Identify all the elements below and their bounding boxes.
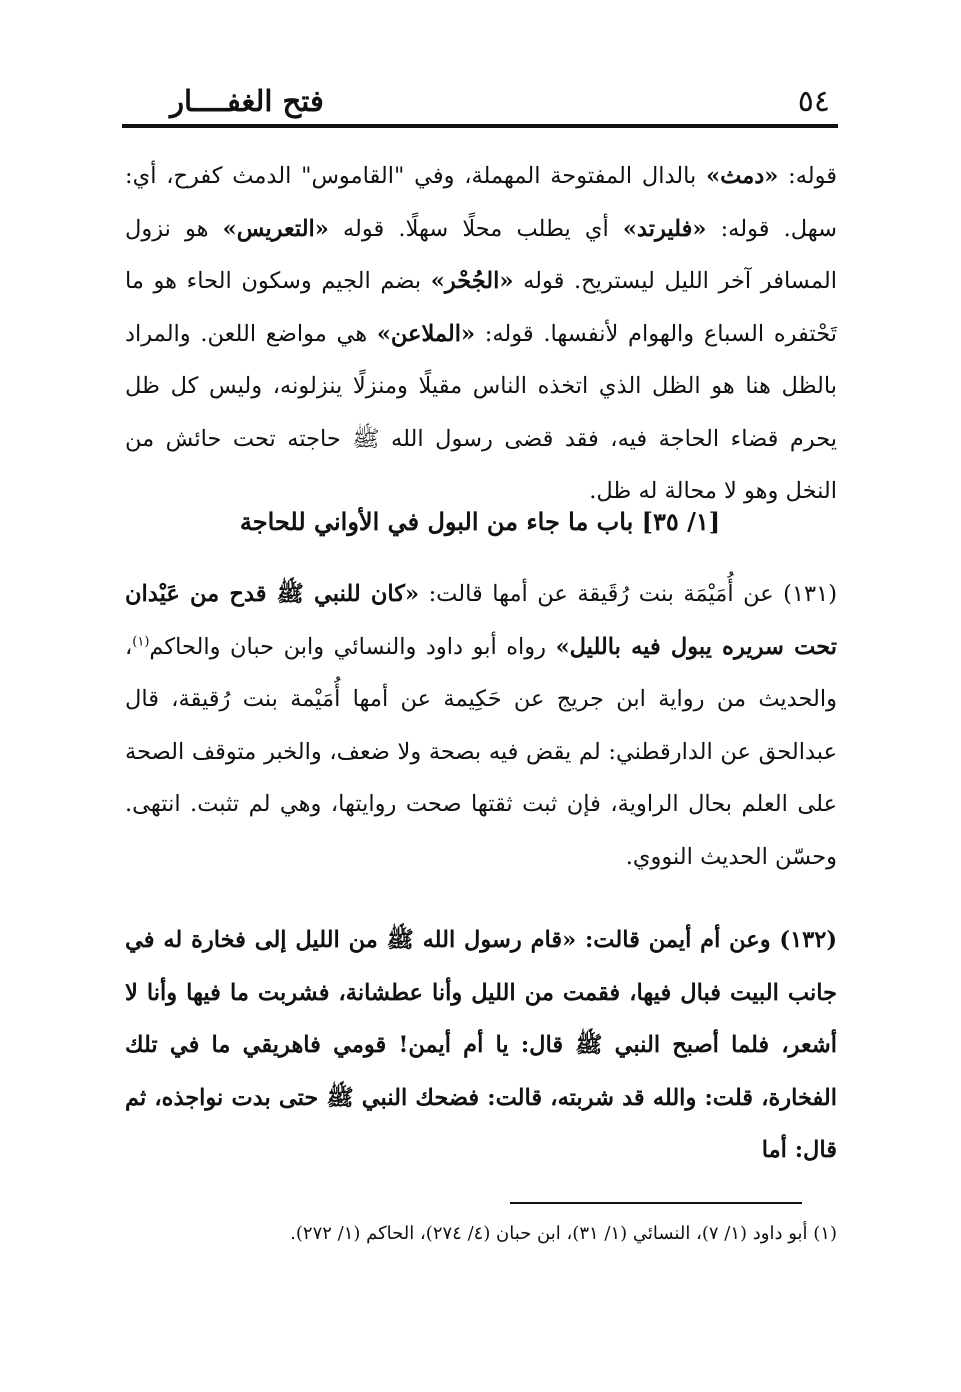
glossed-term: «الملاعن» — [376, 320, 476, 347]
glossed-term: «دمث» — [706, 163, 779, 189]
text-span: رواه أبو داود والنسائي وابن حبان والحاكم — [149, 633, 556, 660]
text-span: قوله: — [778, 163, 838, 189]
text-span: ، والحديث من رواية ابن جريج عن حَكِيمة عن أمها أُمَيْمة بنت رُقيقة، قال عبدالحق عن الدارقطني: لم يقض فيه بصحة ولا ضعف، والخبر متوقف الصحة على العلم بحال الراوية، فإن ثبت ثقتها صحت روايتها، وهي لم تثبت. انتهى. وحسّن الحديث النووي. — [125, 633, 837, 870]
glossed-term: «فليرتد» — [622, 215, 707, 242]
chapter-heading: [١/ ٣٥] باب ما جاء من البول في الأواني للحاجة — [239, 507, 721, 536]
footnote-reference: (١) — [132, 634, 150, 649]
footnote-rule — [510, 1202, 802, 1204]
text-span: بضم الجيم وسكون الحاء هو ما تَحْتفره السباع والهوام لأنفسها. قوله: — [125, 268, 837, 347]
page-header — [122, 82, 830, 122]
hadith-132 — [125, 914, 837, 1177]
text-span: هو نزول المسافر آخر الليل ليستريح. قوله — [125, 215, 837, 294]
text-span: (١٣١) عن أُمَيْمَة بنت رُقَيقة عن أمها قالت: — [419, 581, 837, 607]
header-rule — [122, 124, 838, 128]
running-title: فتح الغفــــار — [170, 84, 324, 118]
glossed-term: «الجُحْر» — [430, 268, 514, 294]
glossed-term: «التعريس» — [222, 215, 329, 242]
text-span: أي يطلب محلًا سهلًا. قوله — [328, 215, 623, 242]
footnote: (١) أبو داود (١/ ٧)، النسائي (١/ ٣١)، ابن حبان (٤/ ٢٧٤)، الحاكم (١/ ٢٧٢). — [290, 1223, 837, 1244]
hadith-quote: «كان للنبي ﷺ قدح من عَيْدان تحت سريره يبول فيه بالليل» — [125, 581, 837, 660]
text-span: هي مواضع اللعن. والمراد بالظل هنا هو الظل الذي اتخذه الناس مقيلًا ومنزلًا ينزلونه، وليس كل ظل يحرم قضاء الحاجة فيه، فقد قضى رسول الله ﷺ حاجته تحت حائش من النخل وهو لا محالة له ظل. — [125, 320, 837, 504]
hadith-131 — [125, 568, 837, 883]
text-span: بالدال المفتوحة المهملة، وفي "القاموس" الدمث كفرح، أي: سهل. قوله: — [125, 163, 837, 242]
page-number: ٥٤ — [797, 84, 830, 119]
paragraph-glossary — [125, 150, 837, 518]
hadith-quote: (١٣٢) وعن أم أيمن قالت: «قام رسول الله ﷺ من الليل إلى فخارة له في جانب البيت فبال فيها، فقمت من الليل وأنا عطشانة، فشربت ما فيها وأنا لا أشعر، فلما أصبح النبي ﷺ قال: يا أم أيمن! قومي فاهريقي ما في تلك الفخارة، قلت: والله قد شربته، قالت: فضحك النبي ﷺ حتى بدت نواجذه، ثم قال: أما — [125, 927, 837, 1163]
